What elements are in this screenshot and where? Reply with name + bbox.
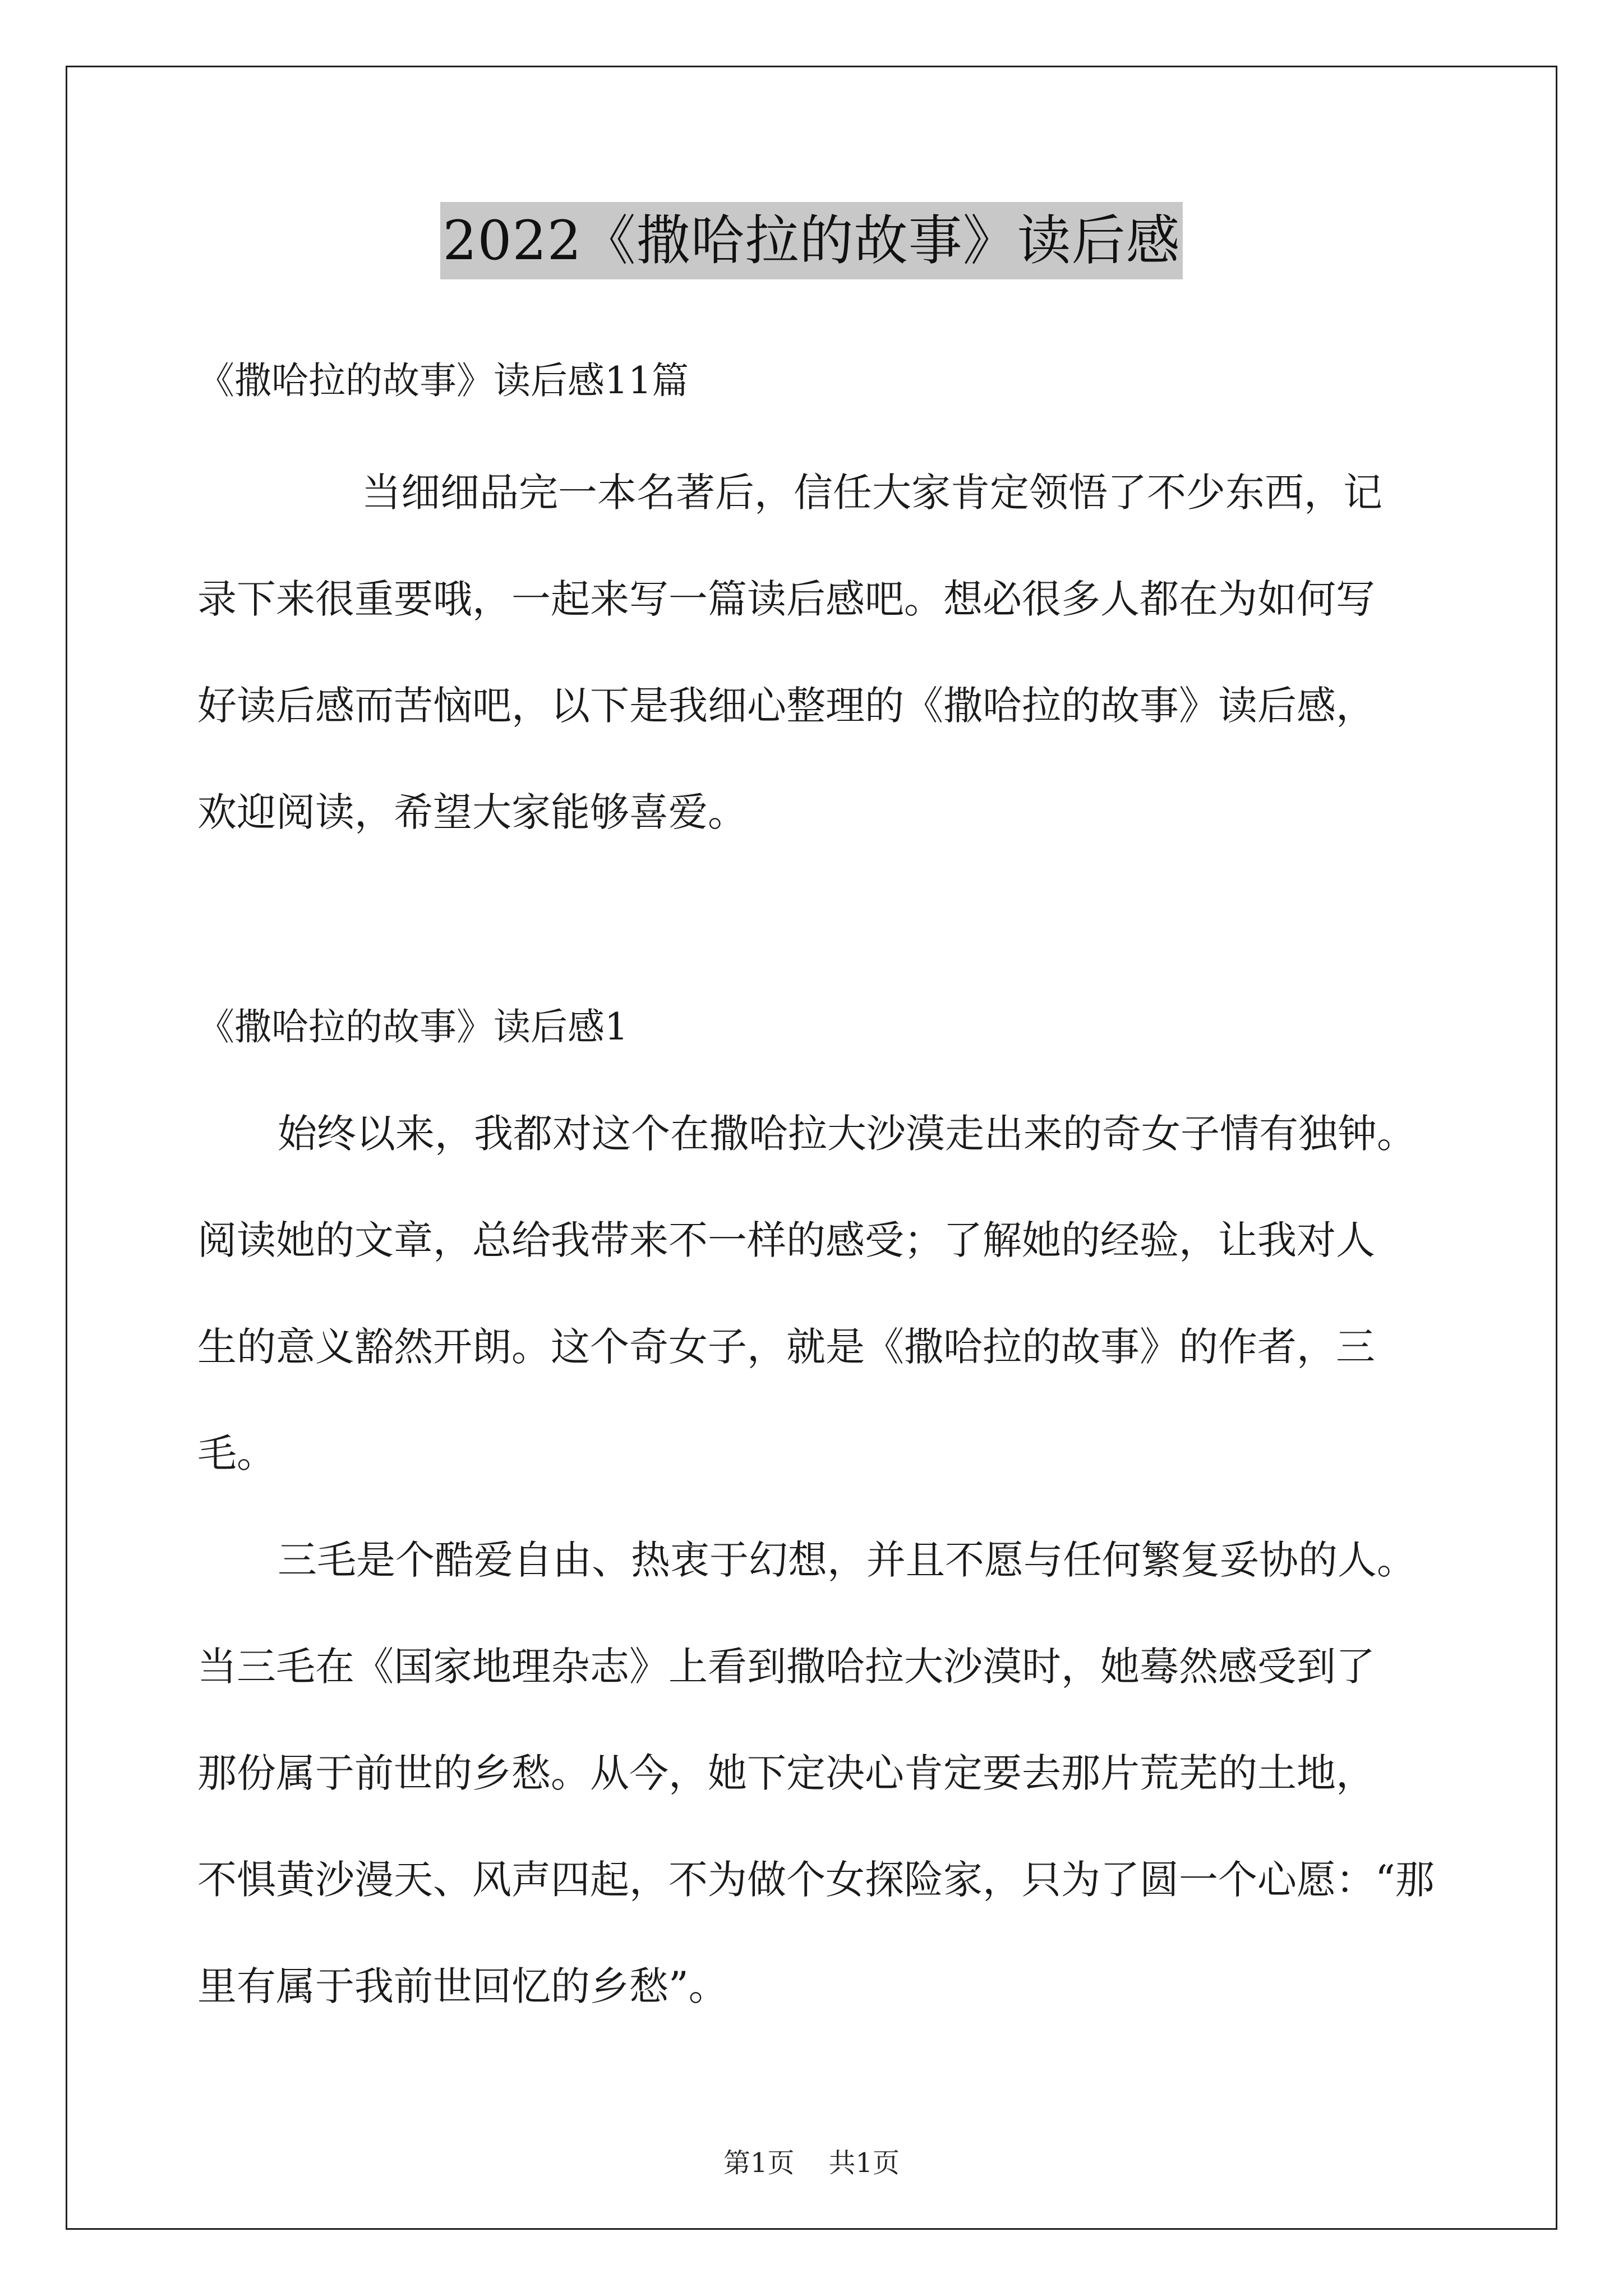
paragraph-line: 不惧黄沙漫天、风声四起，不为做个女探险家，只为了圆一个心愿：“那 xyxy=(197,1857,1435,1903)
paragraph-line: 始终以来，我都对这个在撒哈拉大沙漠走出来的奇女子情有独钟。 xyxy=(278,1111,1416,1157)
intro-line: 录下来很重要哦，一起来写一篇读后感吧。想必很多人都在为如何写 xyxy=(197,576,1375,622)
paragraph-line: 当三毛在《国家地理杂志》上看到撒哈拉大沙漠时，她蓦然感受到了 xyxy=(197,1644,1375,1690)
section-heading: 《撒哈拉的故事》读后感1 xyxy=(197,1005,628,1048)
intro-line: 当细细品完一本名著后，信任大家肯定领悟了不少东西，记 xyxy=(362,470,1382,516)
paragraph-line: 生的意义豁然开朗。这个奇女子，就是《撒哈拉的故事》的作者，三 xyxy=(197,1324,1375,1370)
paragraph-line: 阅读她的文章，总给我带来不一样的感受；了解她的经验，让我对人 xyxy=(197,1217,1375,1263)
title-container xyxy=(0,202,1623,279)
page-total: 共1页 xyxy=(828,2147,900,2179)
document-title: 2022《撒哈拉的故事》读后感 xyxy=(440,202,1182,279)
paragraph-line: 里有属于我前世回忆的乡愁”。 xyxy=(197,1963,728,2009)
intro-line: 好读后感而苦恼吧，以下是我细心整理的《撒哈拉的故事》读后感， xyxy=(197,683,1375,729)
document-subtitle: 《撒哈拉的故事》读后感11篇 xyxy=(197,359,689,402)
intro-line: 欢迎阅读，希望大家能够喜爱。 xyxy=(197,789,747,835)
paragraph-line: 三毛是个酷爱自由、热衷于幻想，并且不愿与任何繁复妥协的人。 xyxy=(278,1537,1416,1583)
page-footer xyxy=(0,2141,1623,2180)
paragraph-line: 毛。 xyxy=(197,1430,276,1476)
paragraph-line: 那份属于前世的乡愁。从今，她下定决心肯定要去那片荒芜的土地， xyxy=(197,1750,1375,1796)
page-number: 第1页 xyxy=(723,2147,795,2179)
